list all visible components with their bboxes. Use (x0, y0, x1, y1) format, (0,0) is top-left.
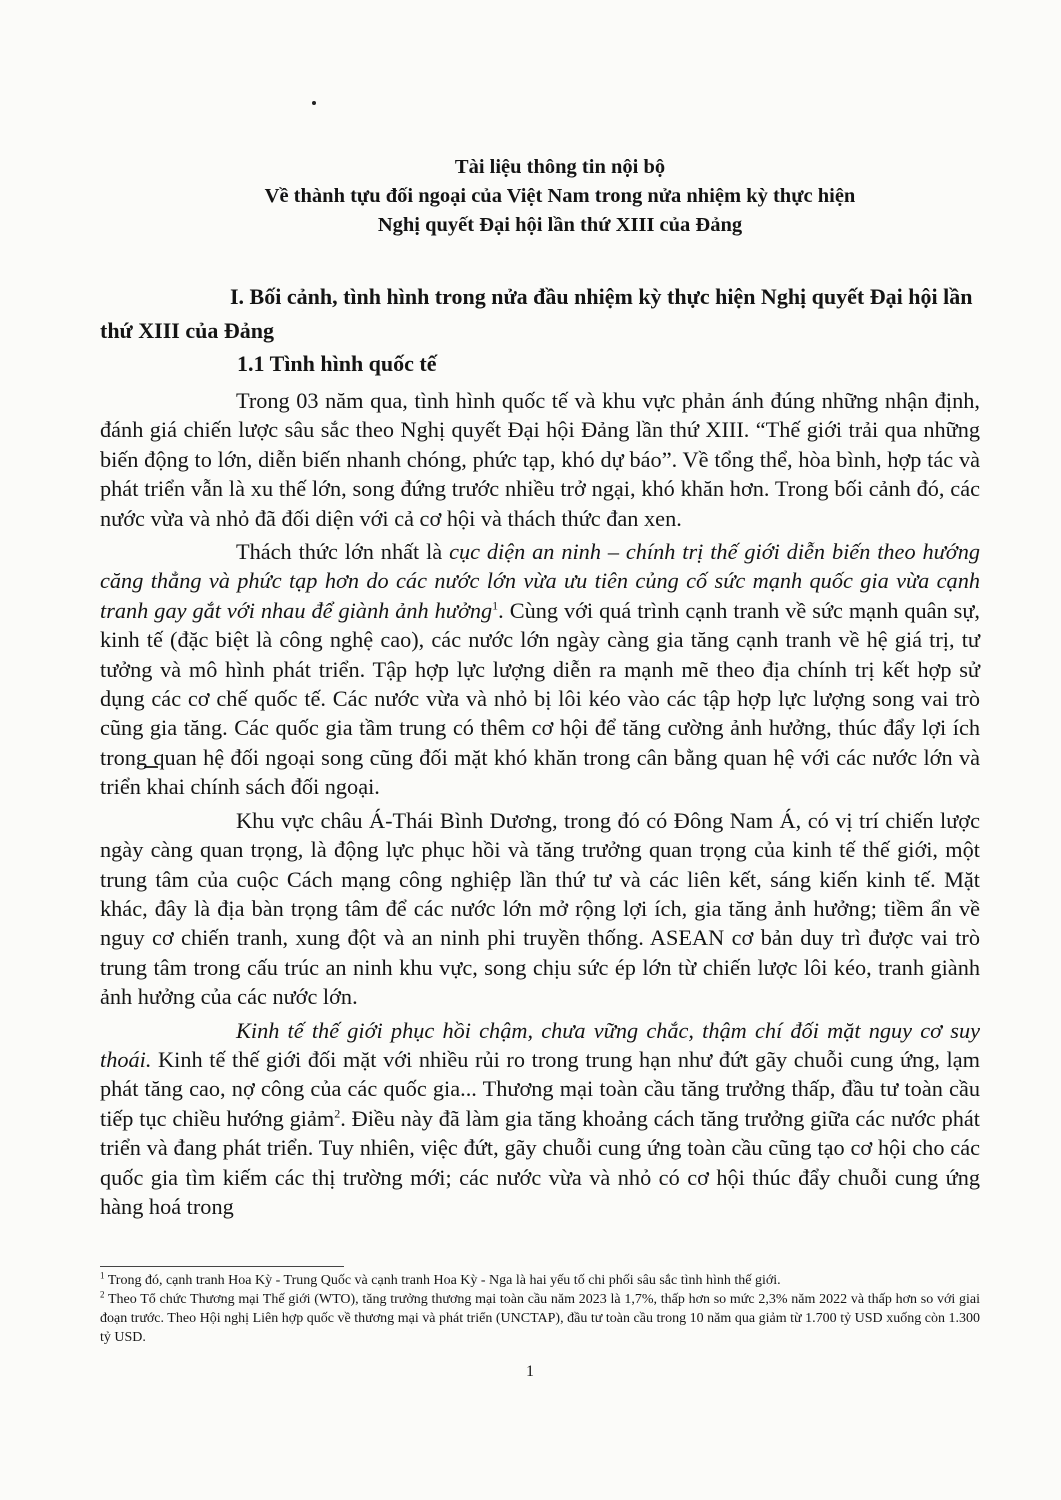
footnote-ref-1: 1 (492, 598, 499, 613)
paragraph-4-italic: Kinh tế thế giới phục hồi chậm, chưa vững chắc, thậm chí đối mặt nguy cơ suy thoái. (100, 1017, 980, 1072)
paragraph-1: Trong 03 năm qua, tình hình quốc tế và khu vực phản ánh đúng những nhận định, đánh giá chiến lược sâu sắc theo Nghị quyết Đại hội Đảng lần thứ XIII. “Thế giới trải qua những biến động to lớn, diễn biến nhanh chóng, phức tạp, khó dự báo”. Về tổng thể, hòa bình, hợp tác và phát triển vẫn là xu thế lớn, song đứng trước nhiều trở ngại, khó khăn hơn. Trong bối cảnh đó, các nước vừa và nhỏ đã đối diện với cả cơ hội và thách thức đan xen. (100, 388, 980, 531)
footnote-2 (100, 1290, 980, 1347)
body-text (100, 386, 980, 1225)
paragraph-2-italic: cục diện an ninh – chính trị thế giới diễn biến theo hướng căng thẳng và phức tạp hơn do các nước lớn vừa ưu tiên củng cố sức mạnh quốc gia vừa cạnh tranh gay gắt với nhau để giành ảnh hưởng (100, 539, 980, 623)
subheading: 1.1 Tình hình quốc tế (237, 351, 437, 376)
scan-speck (312, 101, 316, 105)
footnotes (100, 1271, 980, 1347)
footnote-ref-2: 2 (334, 1106, 341, 1121)
title-line-2: Về thành tựu đối ngoại của Việt Nam trong nửa nhiệm kỳ thực hiện (264, 185, 856, 207)
title-line-1: Tài liệu thông tin nội bộ (454, 156, 666, 178)
page-number: 1 (526, 1363, 534, 1380)
footnote-2-text: Theo Tổ chức Thương mại Thế giới (WTO), tăng trưởng thương mại toàn cầu năm 2023 là 1,7%, thấp hơn so mức 2,3% năm 2022 và thấp hơn so với giai đoạn trước. Theo Hội nghị Liên hợp quốc về thương mại và phát triển (UNCTAP), đầu tư toàn cầu trong 10 năm qua giảm từ 1.700 tỷ USD xuống còn 1.300 tỷ USD. (100, 1292, 980, 1345)
paragraph-3: Khu vực châu Á-Thái Bình Dương, trong đó có Đông Nam Á, có vị trí chiến lược ngày càng quan trọng, là động lực phục hồi và tăng trưởng quan trọng của kinh tế thế giới, một trung tâm của cuộc Cách mạng công nghiệp lần thứ tư và các liên kết, sáng kiến kinh tế. Mặt khác, đây là địa bàn trọng tâm để các nước lớn mở rộng lợi ích, gia tăng ảnh hưởng; tiềm ẩn về nguy cơ chiến tranh, xung đột và an ninh phi truyền thống. ASEAN cơ bản duy trì được vai trò trung tâm trong cấu trúc an ninh khu vực, song chịu sức ép lớn từ chiến lược lôi kéo, tranh giành ảnh hưởng của các nước lớn. (100, 807, 980, 1010)
footnote-1-text: Trong đó, cạnh tranh Hoa Kỳ - Trung Quốc và cạnh tranh Hoa Kỳ - Nga là hai yếu tố chi phối sâu sắc tình hình thế giới. (104, 1273, 781, 1288)
footnote-2-mark: 2 (100, 1289, 105, 1300)
paragraph-4-end: . Điều này đã làm gia tăng khoảng cách tăng trưởng giữa các nước phát triển và đang phát triển. Tuy nhiên, việc đứt, gãy chuỗi cung ứng toàn cầu cũng tạo cơ hội cho các quốc gia tìm kiếm các thị trường mới; các nước vừa và nhỏ có cơ hội thúc đẩy chuỗi cung ứng hàng hoá trong (100, 1105, 980, 1219)
paragraph-2-start: Thách thức lớn nhất là (236, 539, 450, 565)
paragraph-2-end: . Cùng với quá trình cạnh tranh về sức mạnh quân sự, kinh tế (đặc biệt là công nghệ cao), các nước lớn ngày càng gia tăng cạnh tranh về hệ giá trị, tư tưởng và mô hình phát triển. Tập hợp lực lượng diễn ra mạnh mẽ theo địa chính trị kết hợp sử dụng các cơ chế quốc tế. Các nước vừa và nhỏ bị lôi kéo vào các tập hợp lực lượng song vai trò cũng gia tăng. Các quốc gia tầm trung có thêm cơ hội để tăng cường ảnh hưởng, thúc đẩy lợi ích trong quan hệ đối ngoại song cũng đối mặt khó khăn trong cân bằng quan hệ với các nước lớn và triển khai chính sách đối ngoại. (100, 597, 981, 800)
footnote-divider (100, 1266, 344, 1267)
section-heading: I. Bối cảnh, tình hình trong nửa đầu nhiệm kỳ thực hiện Nghị quyết Đại hội lần thứ XIII của Đảng (100, 284, 973, 343)
footnote-1-mark: 1 (100, 1270, 105, 1281)
footnote-1 (100, 1271, 980, 1290)
paragraph-4 (100, 1016, 980, 1222)
document-title (180, 153, 940, 240)
paragraph-4-mid: Kinh tế thế giới đối mặt với nhiều rủi ro trong trung hạn như đứt gãy chuỗi cung ứng, lạm phát tăng cao, nợ công của các quốc gia... Thương mại toàn cầu tăng trưởng thấp, đầu tư toàn cầu tiếp tục chiều hướng giảm (100, 1046, 980, 1131)
paragraph-2 (100, 537, 980, 802)
title-line-3: Nghị quyết Đại hội lần thứ XIII của Đảng (377, 214, 743, 236)
